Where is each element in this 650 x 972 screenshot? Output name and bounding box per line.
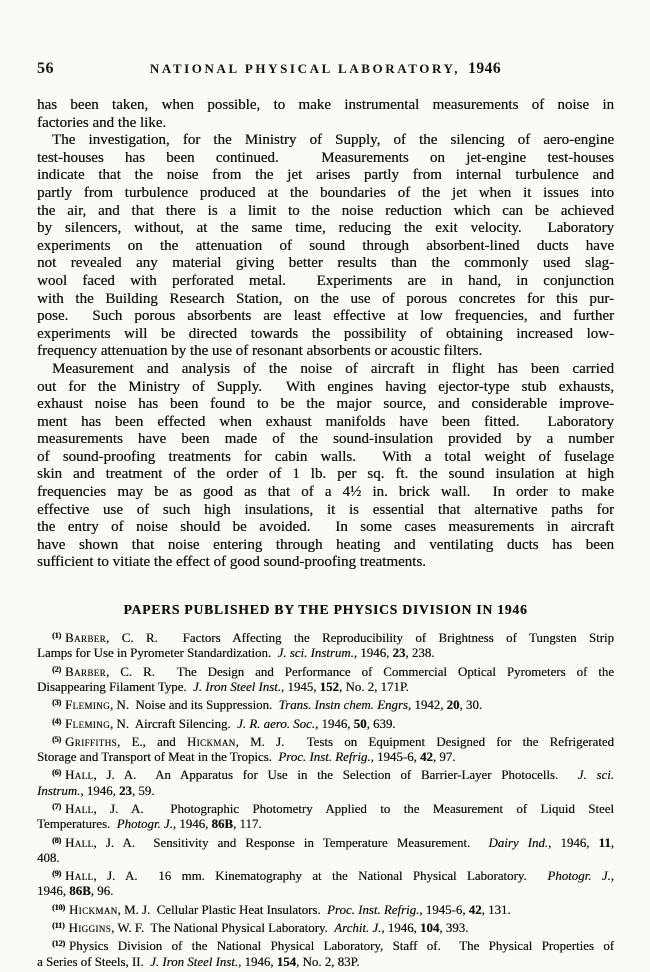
- reference-text: , J. A. Sensitivity and Response in Temperature Measurement.: [93, 835, 489, 850]
- paragraph-line: exhaust noise has been found to be the major source, and considerable improve-: [37, 396, 614, 413]
- page-number: 56: [37, 60, 54, 77]
- reference-text: , N. Noise and its Suppression.: [109, 698, 279, 713]
- reference-number: (11): [52, 920, 65, 931]
- reference-text: Physics Division of the National Physical Laboratory, Staff of. The Physical Properties of: [68, 939, 614, 954]
- paragraph-line: out for the Ministry of Supply. With engines having ejector-type stub exhausts,: [37, 378, 614, 395]
- author-name: Fleming: [65, 698, 110, 713]
- journal-abbrev: J. Iron Steel Inst.: [150, 954, 239, 969]
- reference-text: ,: [610, 869, 614, 884]
- reference-text: Disappearing Filament Type.: [37, 679, 194, 694]
- paragraph-line: test-houses has been continued. Measurements on jet-engine test-houses: [37, 149, 614, 166]
- volume-number: 42: [420, 750, 433, 765]
- reference-line: [37, 714, 614, 732]
- volume-number: 20: [446, 698, 460, 713]
- author-name: Barber: [65, 664, 107, 679]
- reference-text: , J. A. 16 mm. Kinematography at the National Physical Laboratory.: [93, 869, 548, 884]
- reference-text: , 30.: [459, 698, 483, 713]
- reference-item: [37, 799, 614, 833]
- paragraph-line: not revealed any material giving better results than the commonly used slag-: [37, 255, 614, 272]
- header-title-text: NATIONAL PHYSICAL LABORATORY,: [149, 61, 461, 76]
- reference-text: Temperatures.: [37, 817, 117, 832]
- reference-number: (6): [52, 767, 62, 778]
- paragraph-line: has been taken, when possible, to make instrumental measurements of noise in: [37, 97, 614, 113]
- author-name: Hall: [65, 768, 94, 783]
- reference-item: [37, 695, 614, 713]
- reference-item: [37, 900, 614, 918]
- reference-text: , 117.: [233, 817, 262, 832]
- reference-line: [37, 628, 614, 646]
- reference-number: (2): [52, 663, 62, 674]
- reference-text: , 59.: [131, 783, 155, 798]
- journal-abbrev: J. R. aero. Soc.: [237, 716, 315, 731]
- paragraph-line: frequencies may be as good as that of a 4½ in. brick wall. In order to make: [37, 484, 614, 501]
- reference-item: [37, 732, 614, 766]
- reference-item: [37, 833, 614, 867]
- page-title: [97, 60, 554, 78]
- reference-list: [37, 628, 614, 970]
- journal-abbrev: Archit. J.: [334, 921, 382, 936]
- reference-text: , 1946,: [315, 716, 354, 731]
- volume-number: 152: [319, 679, 339, 694]
- journal-abbrev: Dairy Ind.: [488, 835, 549, 850]
- paragraph-line: with the Building Research Station, on the use of porous concretes for this pur-: [37, 290, 614, 307]
- reference-text: , M. J. Tests on Equipment Designed for the Refrigerated: [235, 734, 614, 749]
- reference-line: [37, 662, 614, 680]
- reference-text: , No. 2, 83P.: [296, 954, 360, 969]
- paragraph: [37, 132, 614, 361]
- reference-line: [37, 680, 614, 695]
- reference-text: , C. R. Factors Affecting the Reproducibility of Brightness of Tungsten Strip: [106, 631, 614, 646]
- reference-line: [37, 799, 614, 817]
- paragraph-line: have shown that noise entering through heating and ventilating ducts has been: [37, 536, 614, 553]
- reference-number: (8): [52, 834, 62, 845]
- reference-line: [37, 884, 614, 899]
- paragraph-line: ment has been effected when exhaust manifolds have been fitted. Laboratory: [37, 413, 614, 430]
- paragraph-line: pose. Such porous absorbents are least effective at low frequencies, and further: [37, 308, 614, 325]
- paragraph-line: by silencers, without, at the same time, reducing the exit velocity. Laboratory: [37, 220, 614, 237]
- journal-abbrev: Photogr. J.: [116, 817, 173, 832]
- paragraph-line: of sound-proofing treatments for cabin walls. With a total weight of fuselage: [37, 448, 614, 465]
- volume-number: 104: [420, 921, 440, 936]
- reference-text: , W. F. The National Physical Laboratory.: [111, 921, 335, 936]
- reference-number: (7): [52, 801, 62, 811]
- reference-line: [37, 784, 614, 799]
- reference-text: , No. 2, 171P.: [339, 679, 409, 694]
- reference-text: , 639.: [366, 716, 396, 731]
- paragraph-line: The investigation, for the Ministry of Supply, of the silencing of aero-engine: [52, 132, 614, 149]
- reference-item: [37, 662, 614, 696]
- reference-text: , 131.: [481, 902, 511, 917]
- reference-text: 1946,: [37, 884, 70, 899]
- paragraph: [37, 97, 614, 132]
- reference-text: , 1945-6,: [370, 750, 421, 765]
- reference-text: , 1946,: [548, 835, 599, 850]
- reference-line: [37, 936, 614, 954]
- reference-number: (10): [52, 901, 65, 912]
- reference-text: , 1946,: [381, 921, 421, 936]
- author-name: Hall: [65, 802, 94, 816]
- paragraph-line: experiments on the attenuation of sound through absorbent-lined ducts have: [37, 237, 614, 254]
- reference-text: Storage and Transport of Meat in the Tropics.: [37, 750, 279, 765]
- reference-item: [37, 866, 614, 900]
- reference-number: (1): [52, 630, 62, 641]
- reference-number: (9): [52, 868, 62, 879]
- paragraph-line: Measurement and analysis of the noise of aircraft in flight has been carried: [52, 360, 614, 377]
- paragraph-line: frequency attenuation by the use of resonant absorbents or acoustic filters.: [37, 343, 483, 360]
- journal-abbrev: Proc. Inst. Refrig.: [278, 750, 371, 765]
- reference-text: , 1945-6,: [419, 902, 469, 917]
- reference-text: a Series of Steels, II.: [37, 954, 151, 969]
- reference-text: 408.: [37, 850, 60, 865]
- paragraph-line: skin and treatment of the order of 1 lb. per sq. ft. the sound insulation at high: [37, 466, 614, 483]
- paragraph: [37, 361, 614, 572]
- author-name: Fleming: [65, 716, 110, 731]
- header-year: 1946: [468, 60, 502, 77]
- journal-abbrev: Photogr. J.: [547, 869, 611, 884]
- paragraph-line: sufficient to vitiate the effect of good sound-proofing treatments.: [37, 554, 426, 571]
- volume-number: 23: [119, 783, 132, 798]
- reference-text: , J. A. Photographic Photometry Applied to the Measurement of Liquid Steel: [93, 802, 614, 816]
- volume-number: 86B: [211, 817, 234, 832]
- reference-number: (5): [52, 733, 62, 744]
- journal-abbrev: J. sci. Instrum.: [277, 646, 354, 661]
- author-name: Hickman: [186, 734, 236, 749]
- author-name: Barber: [65, 631, 107, 646]
- reference-text: Lamps for Use in Pyrometer Standardization.: [37, 646, 278, 661]
- author-name: Hickman: [68, 902, 118, 917]
- paragraph-line: partly from turbulence produced at the boundaries of the jet when it issues into: [37, 184, 614, 201]
- author-name: Higgins: [68, 921, 112, 936]
- reference-text: , 97.: [432, 750, 456, 765]
- reference-line: [37, 695, 614, 713]
- reference-text: , J. A. An Apparatus for Use in the Selection of Barrier-Layer Photocells.: [93, 768, 578, 783]
- paragraph-line: indicate that the noise from the jet arises partly from internal turbulence and: [37, 167, 614, 184]
- paragraph-line: factories and the like.: [37, 114, 167, 131]
- papers-section-heading: PAPERS PUBLISHED BY THE PHYSICS DIVISION IN 1946: [123, 602, 528, 618]
- volume-number: 23: [392, 646, 406, 661]
- reference-line: [37, 955, 614, 970]
- reference-line: [37, 732, 614, 750]
- paragraph-line: the entry of noise should be avoided. In some cases measurements in aircraft: [37, 519, 614, 536]
- reference-text: , 1946,: [80, 783, 120, 798]
- paragraph-line: the air, and that there is a limit to the noise reduction which can be achieved: [37, 202, 614, 219]
- reference-item: [37, 936, 614, 970]
- volume-number: 42: [468, 902, 482, 917]
- reference-text: , 1945,: [280, 679, 320, 694]
- journal-abbrev: Instrum.: [37, 783, 81, 798]
- author-name: Hall: [65, 869, 94, 884]
- journal-abbrev: Trans. Instn chem. Engrs: [278, 698, 408, 713]
- journal-abbrev: J. Iron Steel Inst.: [193, 679, 281, 694]
- reference-text: , 238.: [405, 646, 435, 661]
- reference-text: , E., and: [116, 734, 187, 749]
- reference-text: , 393.: [439, 921, 469, 936]
- reference-text: , 1942,: [407, 698, 447, 713]
- reference-text: , 1946,: [353, 646, 393, 661]
- reference-line: [37, 765, 614, 783]
- paragraph-line: effective use of such high insulations, it is essential that alternative paths for: [37, 501, 614, 518]
- reference-text: ,: [610, 835, 615, 850]
- volume-number: 86B: [69, 884, 91, 899]
- article-paragraphs: [37, 97, 614, 572]
- reference-text: , 1946,: [238, 954, 277, 969]
- reference-item: [37, 628, 614, 662]
- reference-line: [37, 918, 614, 936]
- reference-text: , N. Aircraft Silencing.: [109, 716, 238, 731]
- reference-text: , M. J. Cellular Plastic Heat Insulators.: [117, 902, 328, 917]
- paragraph-line: wool faced with perforated metal. Experiments are in hand, in conjunction: [37, 272, 614, 289]
- volume-number: 154: [276, 954, 297, 969]
- reference-text: , 96.: [90, 884, 114, 899]
- reference-item: [37, 765, 614, 799]
- reference-text: , 1946,: [172, 817, 212, 832]
- reference-text: , C. R. The Design and Performance of Commercial Optical Pyrometers of the: [106, 664, 614, 679]
- running-header: [37, 60, 614, 78]
- reference-line: [37, 750, 614, 765]
- journal-abbrev: Proc. Inst. Refrig.: [327, 902, 420, 917]
- volume-number: 11: [598, 835, 611, 850]
- reference-line: [37, 866, 614, 884]
- reference-line: [37, 900, 614, 918]
- page-content: [37, 60, 614, 970]
- volume-number: 50: [353, 716, 367, 731]
- reference-number: (4): [52, 715, 62, 726]
- reference-item: [37, 918, 614, 936]
- reference-line: [37, 833, 614, 851]
- author-name: Griffiths: [65, 734, 117, 749]
- paragraph-line: experiments will be directed towards the possibility of obtaining increased low-: [37, 325, 614, 342]
- reference-line: [37, 851, 614, 866]
- reference-item: [37, 714, 614, 732]
- reference-number: (3): [52, 697, 62, 708]
- reference-line: [37, 817, 614, 832]
- reference-line: [37, 646, 614, 661]
- journal-abbrev: J. sci.: [577, 768, 614, 783]
- reference-number: (12): [52, 938, 65, 949]
- author-name: Hall: [65, 835, 94, 850]
- paragraph-line: measurements have been made of the sound-insulation provided by a number: [37, 431, 614, 448]
